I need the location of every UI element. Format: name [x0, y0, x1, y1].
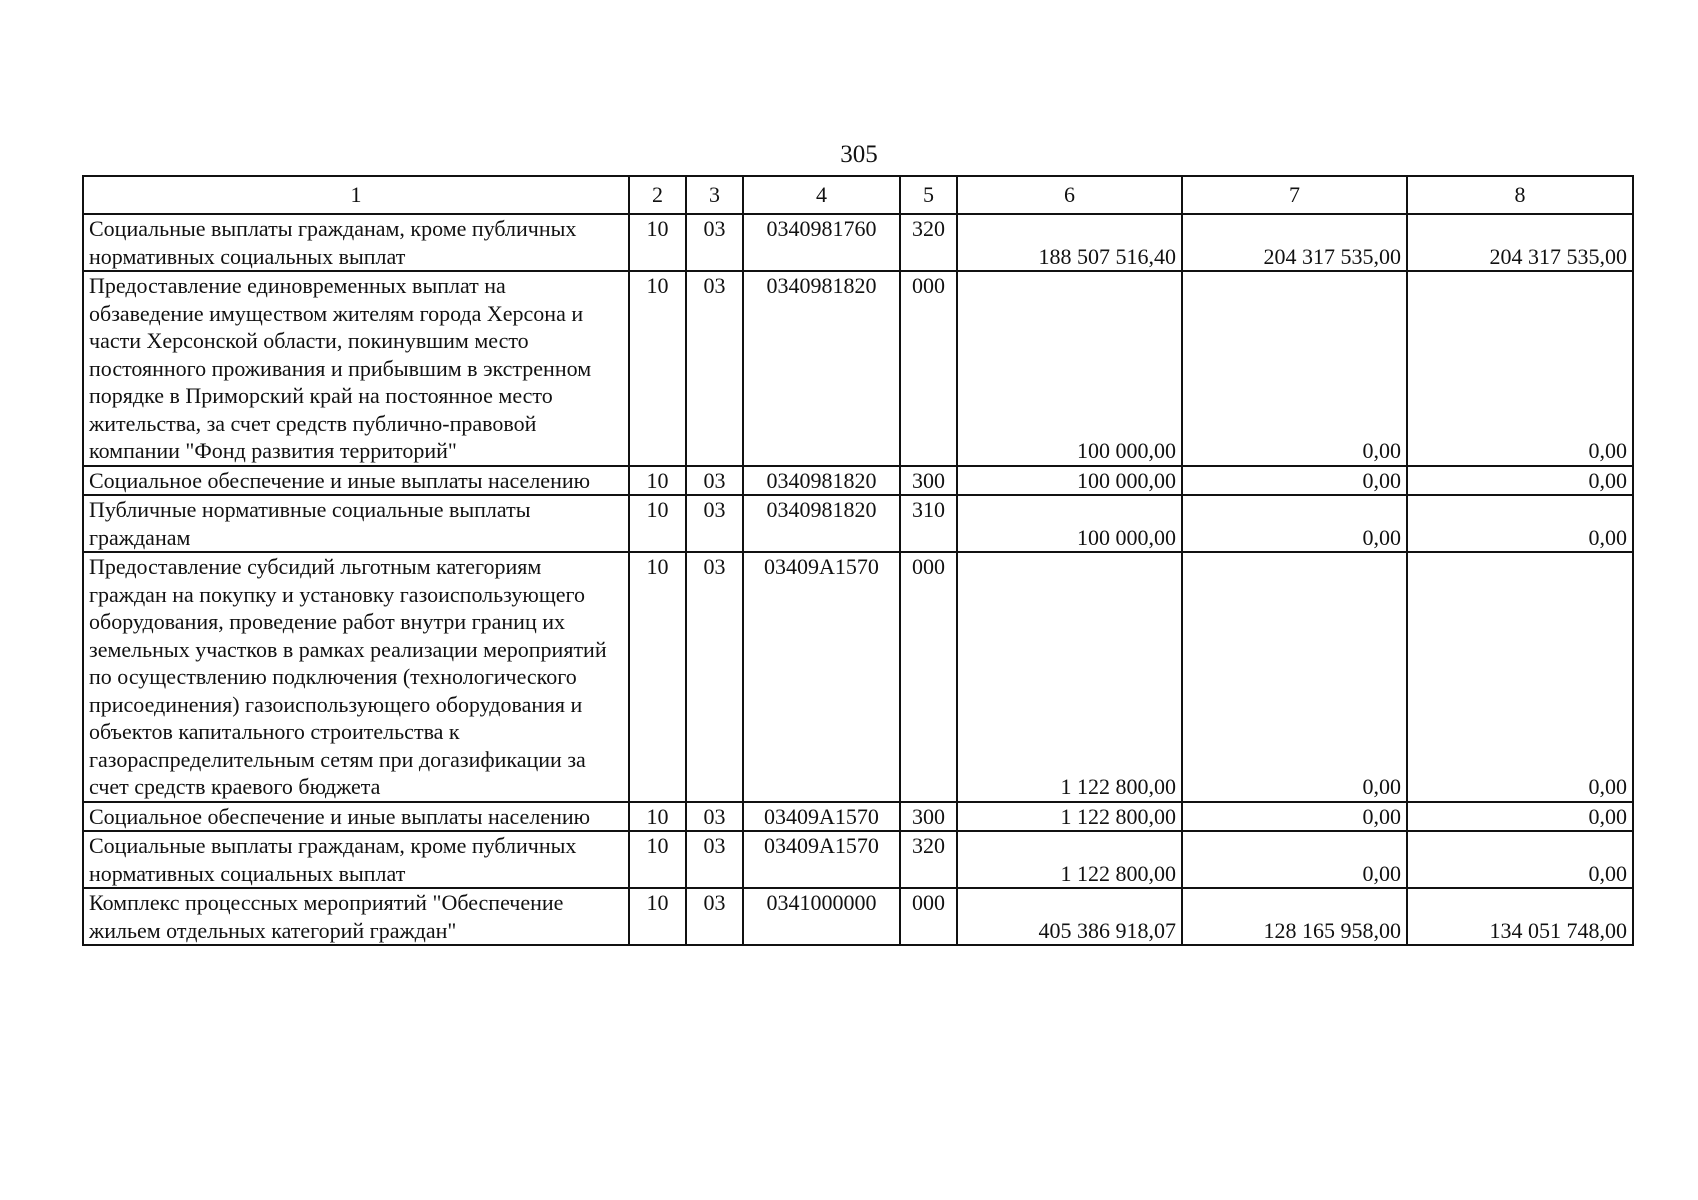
section-code: 10: [629, 495, 686, 552]
section-code: 10: [629, 466, 686, 496]
amount-col6: 100 000,00: [957, 495, 1182, 552]
target-article-code: 0340981760: [743, 214, 900, 271]
section-code: 10: [629, 831, 686, 888]
expense-type-code: 000: [900, 888, 957, 945]
amount-col7: 204 317 535,00: [1182, 214, 1407, 271]
table-row: [83, 888, 1633, 945]
section-code: 10: [629, 552, 686, 802]
page-number: 305: [840, 141, 878, 168]
amount-col7: 0,00: [1182, 831, 1407, 888]
amount-col6: 100 000,00: [957, 466, 1182, 496]
expense-type-code: 320: [900, 831, 957, 888]
item-name: Предоставление субсидий льготным категориям граждан на покупку и установку газоиспользующего оборудования, проведение работ внутри границ их земельных участков в рамках реализации мероприятий по осуществлению подключения (технологического присоединения) газоиспользующего оборудования и объектов капитального строительства к газораспределительным сетям при догазификации за счет средств краевого бюджета: [83, 552, 629, 802]
subsection-code: 03: [686, 214, 743, 271]
amount-col8: 0,00: [1407, 495, 1633, 552]
subsection-code: 03: [686, 831, 743, 888]
target-article-code: 0341000000: [743, 888, 900, 945]
expense-type-code: 320: [900, 214, 957, 271]
item-name: Предоставление единовременных выплат на обзаведение имуществом жителям города Херсона и части Херсонской области, покинувшим место постоянного проживания и прибывшим в экстренном порядке в Приморский край на постоянное место жительства, за счет средств публично-правовой компании "Фонд развития территорий": [83, 271, 629, 466]
table-row: [83, 214, 1633, 271]
target-article-code: 0340981820: [743, 466, 900, 496]
column-header: 1: [83, 176, 629, 214]
amount-col7: 0,00: [1182, 552, 1407, 802]
amount-col6: 1 122 800,00: [957, 802, 1182, 832]
expense-type-code: 300: [900, 466, 957, 496]
amount-col6: 188 507 516,40: [957, 214, 1182, 271]
expense-type-code: 300: [900, 802, 957, 832]
expense-type-code: 310: [900, 495, 957, 552]
column-header: 7: [1182, 176, 1407, 214]
amount-col8: 0,00: [1407, 802, 1633, 832]
item-name: Социальные выплаты гражданам, кроме публичных нормативных социальных выплат: [83, 214, 629, 271]
item-name: Публичные нормативные социальные выплаты гражданам: [83, 495, 629, 552]
amount-col8: 0,00: [1407, 552, 1633, 802]
amount-col8: 0,00: [1407, 831, 1633, 888]
table-row: [83, 271, 1633, 466]
amount-col8: 0,00: [1407, 271, 1633, 466]
expense-type-code: 000: [900, 552, 957, 802]
column-header: 2: [629, 176, 686, 214]
section-code: 10: [629, 888, 686, 945]
amount-col7: 0,00: [1182, 495, 1407, 552]
item-name: Социальное обеспечение и иные выплаты населению: [83, 802, 629, 832]
amount-col7: 0,00: [1182, 271, 1407, 466]
table-row: [83, 466, 1633, 496]
table-row: [83, 831, 1633, 888]
amount-col8: 134 051 748,00: [1407, 888, 1633, 945]
subsection-code: 03: [686, 888, 743, 945]
column-header: 3: [686, 176, 743, 214]
section-code: 10: [629, 271, 686, 466]
section-code: 10: [629, 214, 686, 271]
target-article-code: 0340981820: [743, 271, 900, 466]
subsection-code: 03: [686, 802, 743, 832]
section-code: 10: [629, 802, 686, 832]
item-name: Комплекс процессных мероприятий "Обеспечение жильем отдельных категорий граждан": [83, 888, 629, 945]
table-row: [83, 495, 1633, 552]
subsection-code: 03: [686, 466, 743, 496]
amount-col8: 0,00: [1407, 466, 1633, 496]
amount-col6: 1 122 800,00: [957, 831, 1182, 888]
target-article-code: 03409А1570: [743, 552, 900, 802]
column-header: 4: [743, 176, 900, 214]
item-name: Социальное обеспечение и иные выплаты населению: [83, 466, 629, 496]
subsection-code: 03: [686, 552, 743, 802]
subsection-code: 03: [686, 495, 743, 552]
item-name: Социальные выплаты гражданам, кроме публичных нормативных социальных выплат: [83, 831, 629, 888]
amount-col6: 1 122 800,00: [957, 552, 1182, 802]
table-header-row: [83, 176, 1633, 214]
table-row: [83, 802, 1633, 832]
expense-type-code: 000: [900, 271, 957, 466]
target-article-code: 0340981820: [743, 495, 900, 552]
amount-col6: 100 000,00: [957, 271, 1182, 466]
column-header: 8: [1407, 176, 1633, 214]
amount-col6: 405 386 918,07: [957, 888, 1182, 945]
target-article-code: 03409А1570: [743, 802, 900, 832]
amount-col7: 128 165 958,00: [1182, 888, 1407, 945]
budget-table: [82, 175, 1634, 946]
column-header: 6: [957, 176, 1182, 214]
table-row: [83, 552, 1633, 802]
target-article-code: 03409А1570: [743, 831, 900, 888]
amount-col7: 0,00: [1182, 802, 1407, 832]
amount-col7: 0,00: [1182, 466, 1407, 496]
amount-col8: 204 317 535,00: [1407, 214, 1633, 271]
subsection-code: 03: [686, 271, 743, 466]
column-header: 5: [900, 176, 957, 214]
